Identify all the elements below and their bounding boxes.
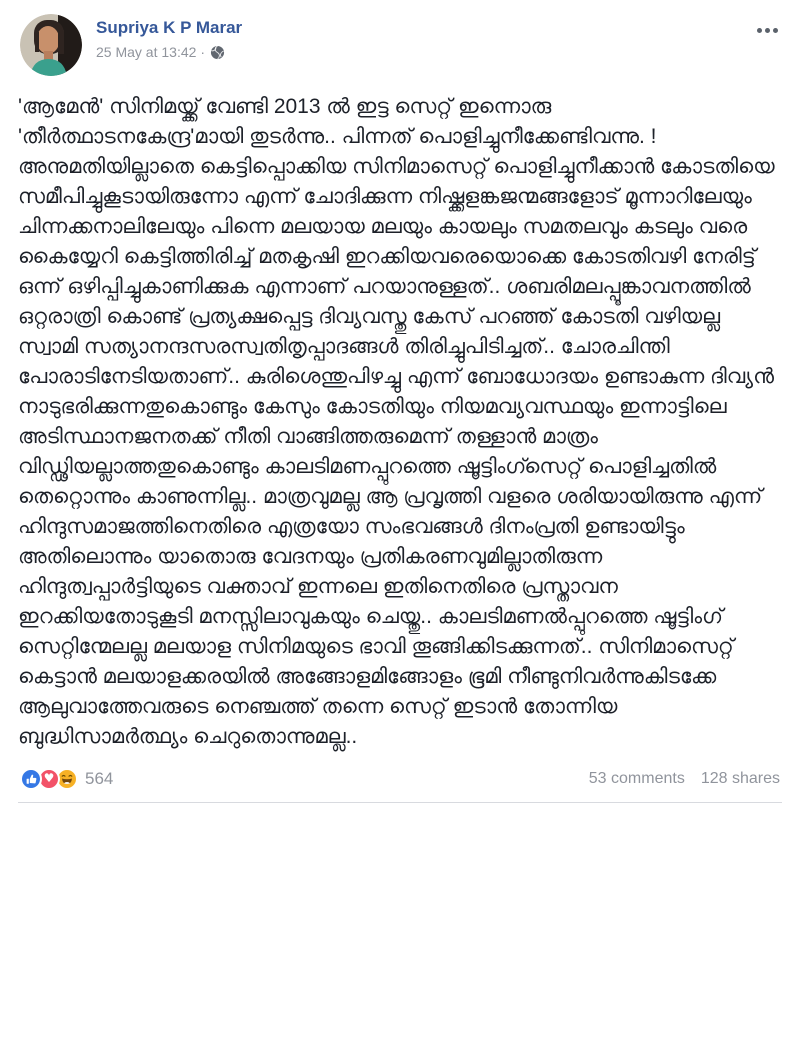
- heart-icon: ♥: [43, 771, 55, 785]
- dot-icon: [773, 28, 778, 33]
- post-header: [18, 12, 782, 80]
- dot-icon: [765, 28, 770, 33]
- engagement-counts: [589, 770, 780, 788]
- like-reaction-icon: [20, 768, 42, 790]
- globe-icon: [210, 45, 225, 60]
- avatar[interactable]: [20, 14, 82, 76]
- reaction-count[interactable]: 564: [85, 769, 114, 788]
- reactions-summary[interactable]: [20, 768, 113, 790]
- post-body-text: 'ആമേൻ' സിനിമയ്ക്ക് വേണ്ടി 2013 ൽ ഇട്ട സെറ്റ് ഇന്നൊരു 'തീർത്ഥാടനകേന്ദ്ര'മായി തുടർന്നു.. പിന്നത് പൊളിച്ചുനീക്കേണ്ടിവന്നു. ! അനുമതിയില്ലാതെ കെട്ടിപ്പൊക്കിയ സിനിമാസെറ്റ് പൊളിച്ചുനീക്കാൻ കോടതിയെ സമീപിച്ചുകൂടായിരുന്നോ എന്ന് ചോദിക്കുന്ന നിഷ്ക്കളങ്കജന്മങ്ങളോട് മൂന്നാറിലേയും ചിന്നക്കനാലിലേയും പിന്നെ മലയായ മലയും കായലും സമതലവും കടലും വരെ കൈയ്യേറി കെട്ടിത്തിരിച്ച് മതകൃഷി ഇറക്കിയവരെയൊക്കെ കോടതിവഴി നേരിട്ട് ഒന്ന് ഒഴിപ്പിച്ചുകാണിക്കുക എന്നാണ് പറയാനുള്ളത്.. ശബരിമലപ്പൂങ്കാവനത്തിൽ ഒറ്റരാത്രി കൊണ്ട് പ്രത്യക്ഷപ്പെട്ട ദിവ്യവസ്തു കേസ് പറഞ്ഞ് കോടതി വഴിയല്ല സ്വാമി സത്യാനന്ദസരസ്വതിതൃപ്പാദങ്ങൾ തിരിച്ചുപിടിച്ചത്.. ചോരചിന്തി പോരാടിനേടിയതാണ്.. കുരിശെന്തുപിഴച്ചു എന്ന് ബോധോദയം ഉണ്ടാകുന്ന ദിവ്യൻ നാടുഭരിക്കുന്നതുകൊണ്ടും കേസും കോടതിയും നിയമവ്യവസ്ഥയും ഇന്നാട്ടിലെ അടിസ്ഥാനജനതക്ക് നീതി വാങ്ങിത്തരുമെന്ന് തള്ളാൻ മാത്രം വിഡ്ഢിയല്ലാത്തതുകൊണ്ടും കാലടിമണപ്പുറത്തെ ഷൂട്ടിംഗ്സെറ്റ് പൊളിച്ചതിൽ തെറ്റൊന്നും കാണുന്നില്ല.. മാത്രവുമല്ല ആ പ്രവൃത്തി വളരെ ശരിയായിരുന്നു എന്ന് ഹിന്ദുസമാജത്തിനെതിരെ എത്രയോ സംഭവങ്ങൾ ദിനംപ്രതി ഉണ്ടായിട്ടും അതിലൊന്നും യാതൊരു വേദനയും പ്രതികരണവുമില്ലാതിരുന്ന ഹിന്ദുത്വപ്പാർട്ടിയുടെ വക്താവ് ഇന്നലെ ഇതിനെതിരെ പ്രസ്താവന ഇറക്കിയതോടുകൂടി മനസ്സിലാവുകയും ചെയ്തു.. കാലടിമണൽപ്പുറത്തെ ഷൂട്ടിംഗ് സെറ്റിന്മേലല്ല മലയാള സിനിമയുടെ ഭാവി തൂങ്ങിക്കിടക്കുന്നത്.. സിനിമാസെറ്റ് കെട്ടാൻ മലയാളക്കരയിൽ അങ്ങോളമിങ്ങോളം ഭൂമി നീണ്ടുനിവർന്നുകിടക്കേ ആലുവാത്തേവരുടെ നെഞ്ചത്ത് തന്നെ സെറ്റ് ഇടാൻ തോന്നിയ ബുദ്ധിസാമർത്ഥ്യം ചെറുതൊന്നുമല്ല..: [18, 95, 775, 748]
- header-meta: [96, 14, 242, 60]
- more-options-button[interactable]: [742, 20, 778, 40]
- dot-icon: [757, 28, 762, 33]
- post-timestamp[interactable]: 25 May at 13:42: [96, 44, 197, 60]
- meta-separator: ·: [200, 44, 206, 60]
- post-meta-row: [96, 44, 242, 60]
- shares-count[interactable]: 128 shares: [700, 770, 780, 787]
- comments-count[interactable]: 53 comments: [588, 770, 685, 787]
- author-name[interactable]: Supriya K P Marar: [96, 18, 243, 37]
- post-footer: [18, 766, 782, 790]
- avatar-photo: [20, 14, 82, 76]
- footer-divider: [18, 802, 782, 803]
